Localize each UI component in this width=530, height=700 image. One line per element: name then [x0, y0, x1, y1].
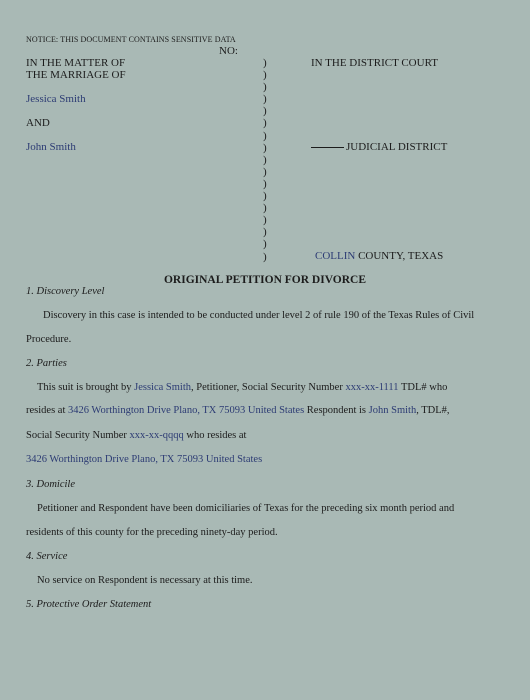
county-name: COLLIN [315, 250, 356, 262]
paren: ) [263, 202, 267, 215]
petitioner-name: Jessica Smith [134, 382, 192, 393]
caption-respondent-name: John Smith [26, 141, 76, 153]
discovery-text-line: Procedure. [26, 334, 72, 345]
sensitive-data-notice: NOTICE: THIS DOCUMENT CONTAINS SENSITIVE DATA [26, 35, 236, 44]
paren: ) [263, 226, 267, 239]
paren: ) [263, 93, 267, 106]
section-heading-parties: 2. Parties [26, 358, 67, 369]
paren: ) [263, 153, 267, 166]
petitioner-address: 3426 Worthington Drive Plano, TX 75093 United States [68, 405, 305, 416]
caption-matter-line: IN THE MATTER OF [26, 57, 126, 69]
petitioner-ssn: xxx-xx-1111 [345, 382, 399, 393]
caption-marriage-line: THE MARRIAGE OF [26, 69, 126, 81]
section-heading-discovery: 1. Discovery Level [26, 286, 105, 297]
service-text-line: No service on Respondent is necessary at this time. [37, 575, 253, 586]
paren: ) [263, 57, 267, 69]
paren: ) [263, 141, 267, 154]
caption-county [315, 250, 443, 262]
county-suffix: COUNTY, TEXAS [355, 250, 444, 262]
section-heading-service: 4. Service [26, 551, 68, 562]
document-title: ORIGINAL PETITION FOR DIVORCE [163, 274, 366, 286]
case-number-label: NO: [219, 45, 238, 57]
paren: ) [263, 69, 267, 82]
parties-text-line: Social Security Number xxx-xx-qqqq who resides at [26, 430, 247, 441]
caption-court: IN THE DISTRICT COURT [311, 57, 438, 69]
paren: ) [263, 105, 267, 118]
section-heading-domicile: 3. Domicile [26, 479, 75, 490]
respondent-ssn: xxx-xx-qqqq [129, 430, 184, 441]
parties-text-line: resides at 3426 Worthington Drive Plano, TX 75093 United States Respondent is John Smith, TDL#, [26, 405, 450, 416]
respondent-name: John Smith [368, 405, 417, 416]
section-heading-protective-order: 5. Protective Order Statement [26, 599, 152, 610]
district-number-blank [311, 147, 344, 148]
domicile-text-line: Petitioner and Respondent have been domiciliaries of Texas for the preceding six month period and [37, 503, 455, 514]
domicile-text-line: residents of this county for the preceding ninety-day period. [26, 527, 278, 538]
paren: ) [263, 129, 267, 142]
paren: ) [263, 177, 267, 190]
caption-and-label: AND [26, 117, 50, 129]
caption-petitioner-name: Jessica Smith [26, 93, 86, 105]
parties-text-line: This suit is brought by Jessica Smith, Petitioner, Social Security Number xxx-xx-1111 TDL# who [37, 382, 448, 393]
paren: ) [263, 250, 267, 263]
paren: ) [263, 165, 267, 178]
paren: ) [263, 81, 267, 94]
caption-parenthesis-column [263, 57, 267, 263]
paren: ) [263, 190, 267, 203]
discovery-text-line: Discovery in this case is intended to be conducted under level 2 of rule 190 of the Texas Rules of Civil [43, 310, 475, 321]
caption-judicial-district: JUDICIAL DISTRICT [311, 141, 447, 153]
paren: ) [263, 117, 267, 130]
respondent-address: 3426 Worthington Drive Plano, TX 75093 United States [26, 454, 263, 465]
paren: ) [263, 214, 267, 227]
paren: ) [263, 238, 267, 251]
